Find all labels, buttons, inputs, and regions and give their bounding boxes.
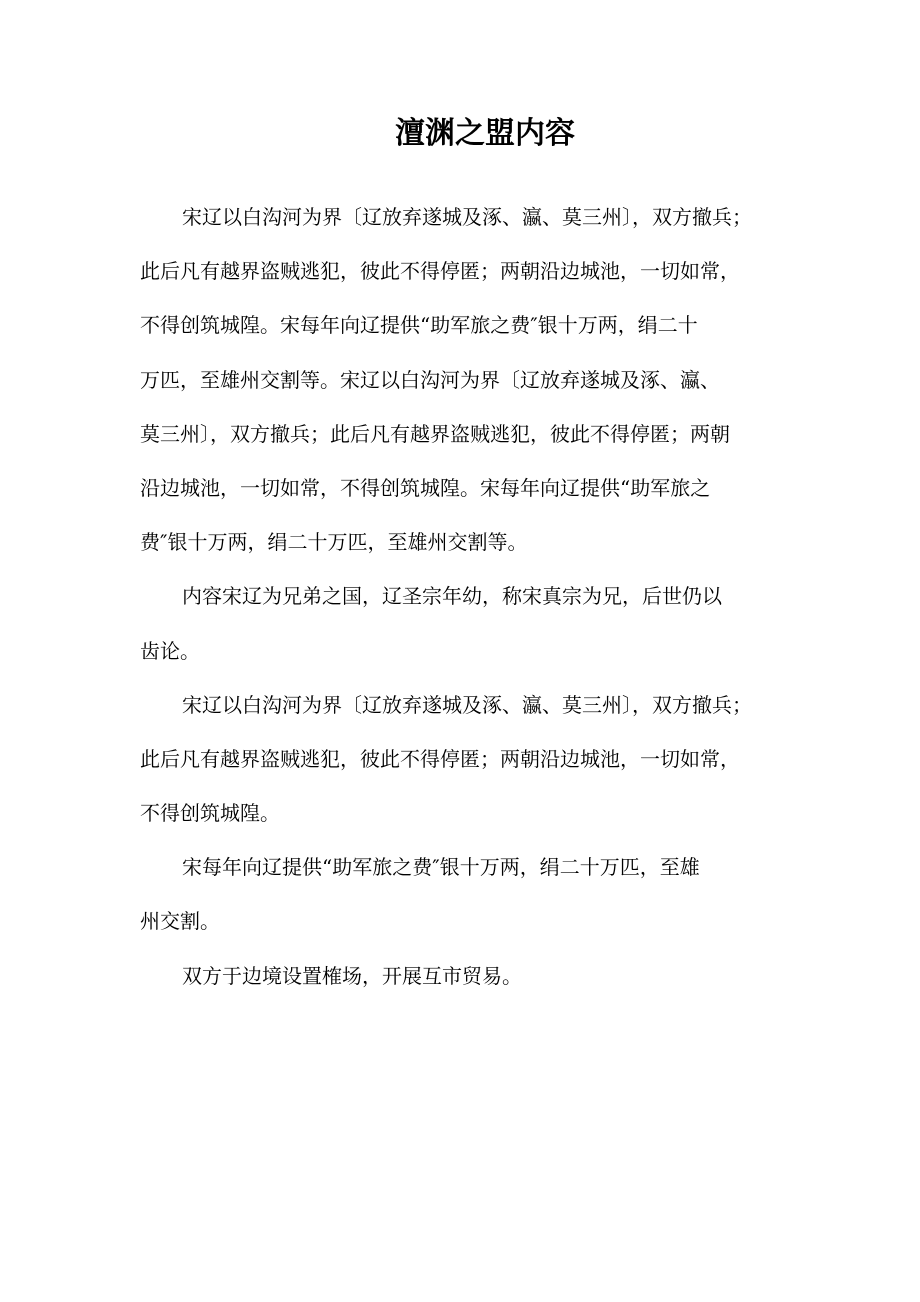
text-line: 不得创筑城隍。宋每年向辽提供“助军旅之费″银十万两，绢二十	[140, 313, 698, 338]
text-line: 不得创筑城隍。	[140, 801, 280, 826]
text-line: 双方于边境设置榷场，开展互市贸易。	[182, 963, 522, 988]
text-line: 宋每年向辽提供“助军旅之费″银十万两，绢二十万匹，至雄	[182, 855, 700, 880]
text-line: 宋辽以白沟河为界〔辽放弃遂城及涿、瀛、莫三州〕，双方撤兵；	[182, 692, 752, 717]
text-line: 此后凡有越界盗贼逃犯，彼此不得停匿；两朝沿边城池，一切如常，	[140, 259, 740, 284]
text-line: 州交割。	[140, 909, 220, 934]
text-line: 莫三州〕，双方撤兵；此后凡有越界盗贼逃犯，彼此不得停匿；两朝	[140, 421, 730, 446]
text-line: 内容宋辽为兄弟之国，辽圣宗年幼，称宋真宗为兄，后世仍以	[182, 584, 722, 609]
text-line: 宋辽以白沟河为界〔辽放弃遂城及涿、瀛、莫三州〕，双方撤兵；	[182, 205, 752, 229]
text-line: 沿边城池，一切如常，不得创筑城隍。宋每年向辽提供“助军旅之	[140, 475, 711, 500]
text-line: 费″银十万两，绢二十万匹，至雄州交割等。	[140, 530, 528, 555]
text-line: 此后凡有越界盗贼逃犯，彼此不得停匿；两朝沿边城池，一切如常，	[140, 746, 740, 771]
text-line: 齿论。	[140, 638, 200, 663]
document-body	[140, 190, 800, 1003]
text-line: 万匹，至雄州交割等。宋辽以白沟河为界〔辽放弃遂城及涿、瀛、	[140, 367, 720, 392]
document-title: 澶渊之盟内容	[395, 116, 575, 151]
